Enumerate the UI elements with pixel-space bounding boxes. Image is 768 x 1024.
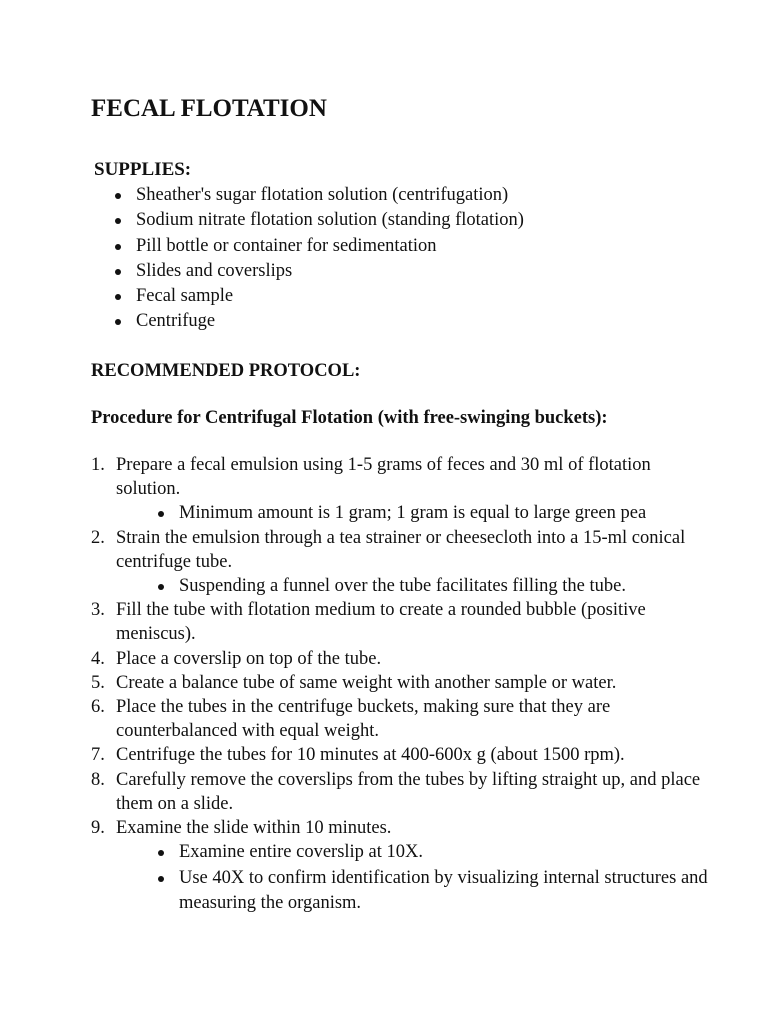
step-number: 5. [91, 672, 105, 693]
step-sublist [116, 501, 711, 525]
procedure-step [91, 695, 711, 743]
bullet-icon [158, 850, 164, 856]
step-number: 2. [91, 527, 105, 548]
step-text: Prepare a fecal emulsion using 1-5 grams of feces and 30 ml of flotation solution. [116, 455, 651, 500]
supply-item-text: Centrifuge [136, 311, 216, 332]
bullet-icon [115, 193, 121, 199]
step-number: 6. [91, 697, 105, 718]
supply-item [115, 259, 524, 284]
step-subitem-text: Minimum amount is 1 gram; 1 gram is equal to large green pea [179, 503, 647, 524]
procedure-step [91, 816, 711, 915]
step-subitem [158, 501, 711, 525]
bullet-icon [115, 294, 121, 300]
supply-item [115, 309, 524, 334]
bullet-icon [115, 269, 121, 275]
supply-item-text: Sodium nitrate flotation solution (standing flotation) [136, 210, 524, 231]
bullet-icon [115, 244, 121, 250]
procedure-step [91, 647, 711, 671]
procedure-step [91, 671, 711, 695]
bullet-icon [158, 511, 164, 517]
supply-item-text: Fecal sample [136, 286, 234, 307]
procedure-step [91, 598, 711, 646]
step-text: Fill the tube with flotation medium to create a rounded bubble (positive meniscus). [116, 600, 646, 645]
protocol-heading: RECOMMENDED PROTOCOL: [91, 361, 361, 381]
page-title: FECAL FLOTATION [91, 95, 327, 122]
procedure-step [91, 526, 711, 599]
supplies-list [115, 183, 524, 335]
step-subitem [158, 840, 711, 864]
supplies-heading: SUPPLIES: [94, 159, 192, 180]
step-text: Create a balance tube of same weight with another sample or water. [116, 672, 617, 693]
procedure-step [91, 743, 711, 767]
bullet-icon [115, 319, 121, 325]
step-number: 8. [91, 769, 105, 790]
supply-item-text: Pill bottle or container for sedimentation [136, 235, 437, 256]
supply-item-text: Slides and coverslips [136, 260, 293, 281]
bullet-icon [158, 876, 164, 882]
procedure-step [91, 453, 711, 526]
bullet-icon [158, 584, 164, 590]
step-number: 3. [91, 600, 105, 621]
step-subitem-text: Use 40X to confirm identification by visualizing internal structures and measuring the organism. [179, 868, 708, 913]
step-text: Examine the slide within 10 minutes. [116, 818, 392, 839]
step-number: 4. [91, 648, 105, 669]
step-text: Centrifuge the tubes for 10 minutes at 400-600x g (about 1500 rpm). [116, 745, 625, 766]
step-text: Place the tubes in the centrifuge buckets, making sure that they are counterbalanced with equal weight. [116, 697, 611, 742]
step-text: Strain the emulsion through a tea strainer or cheesecloth into a 15-ml conical centrifuge tube. [116, 527, 686, 572]
step-number: 1. [91, 455, 105, 475]
supply-item [115, 183, 524, 208]
procedure-heading: Procedure for Centrifugal Flotation (with free-swinging buckets): [91, 408, 608, 428]
step-subitem [158, 574, 711, 598]
step-sublist [116, 840, 711, 915]
supply-item-text: Sheather's sugar flotation solution (centrifugation) [136, 185, 509, 205]
step-number: 7. [91, 745, 105, 766]
procedure-steps [91, 453, 711, 915]
supply-item [115, 234, 524, 259]
step-text: Carefully remove the coverslips from the tubes by lifting straight up, and place them on a slide. [116, 769, 701, 814]
step-sublist [116, 574, 711, 598]
step-number: 9. [91, 818, 105, 839]
bullet-icon [115, 218, 121, 224]
step-text: Place a coverslip on top of the tube. [116, 648, 382, 669]
step-subitem-text: Examine entire coverslip at 10X. [179, 842, 424, 863]
supply-item [115, 284, 524, 309]
step-subitem [158, 866, 711, 914]
step-subitem-text: Suspending a funnel over the tube facilitates filling the tube. [179, 576, 626, 597]
supply-item [115, 208, 524, 233]
procedure-step [91, 768, 711, 816]
